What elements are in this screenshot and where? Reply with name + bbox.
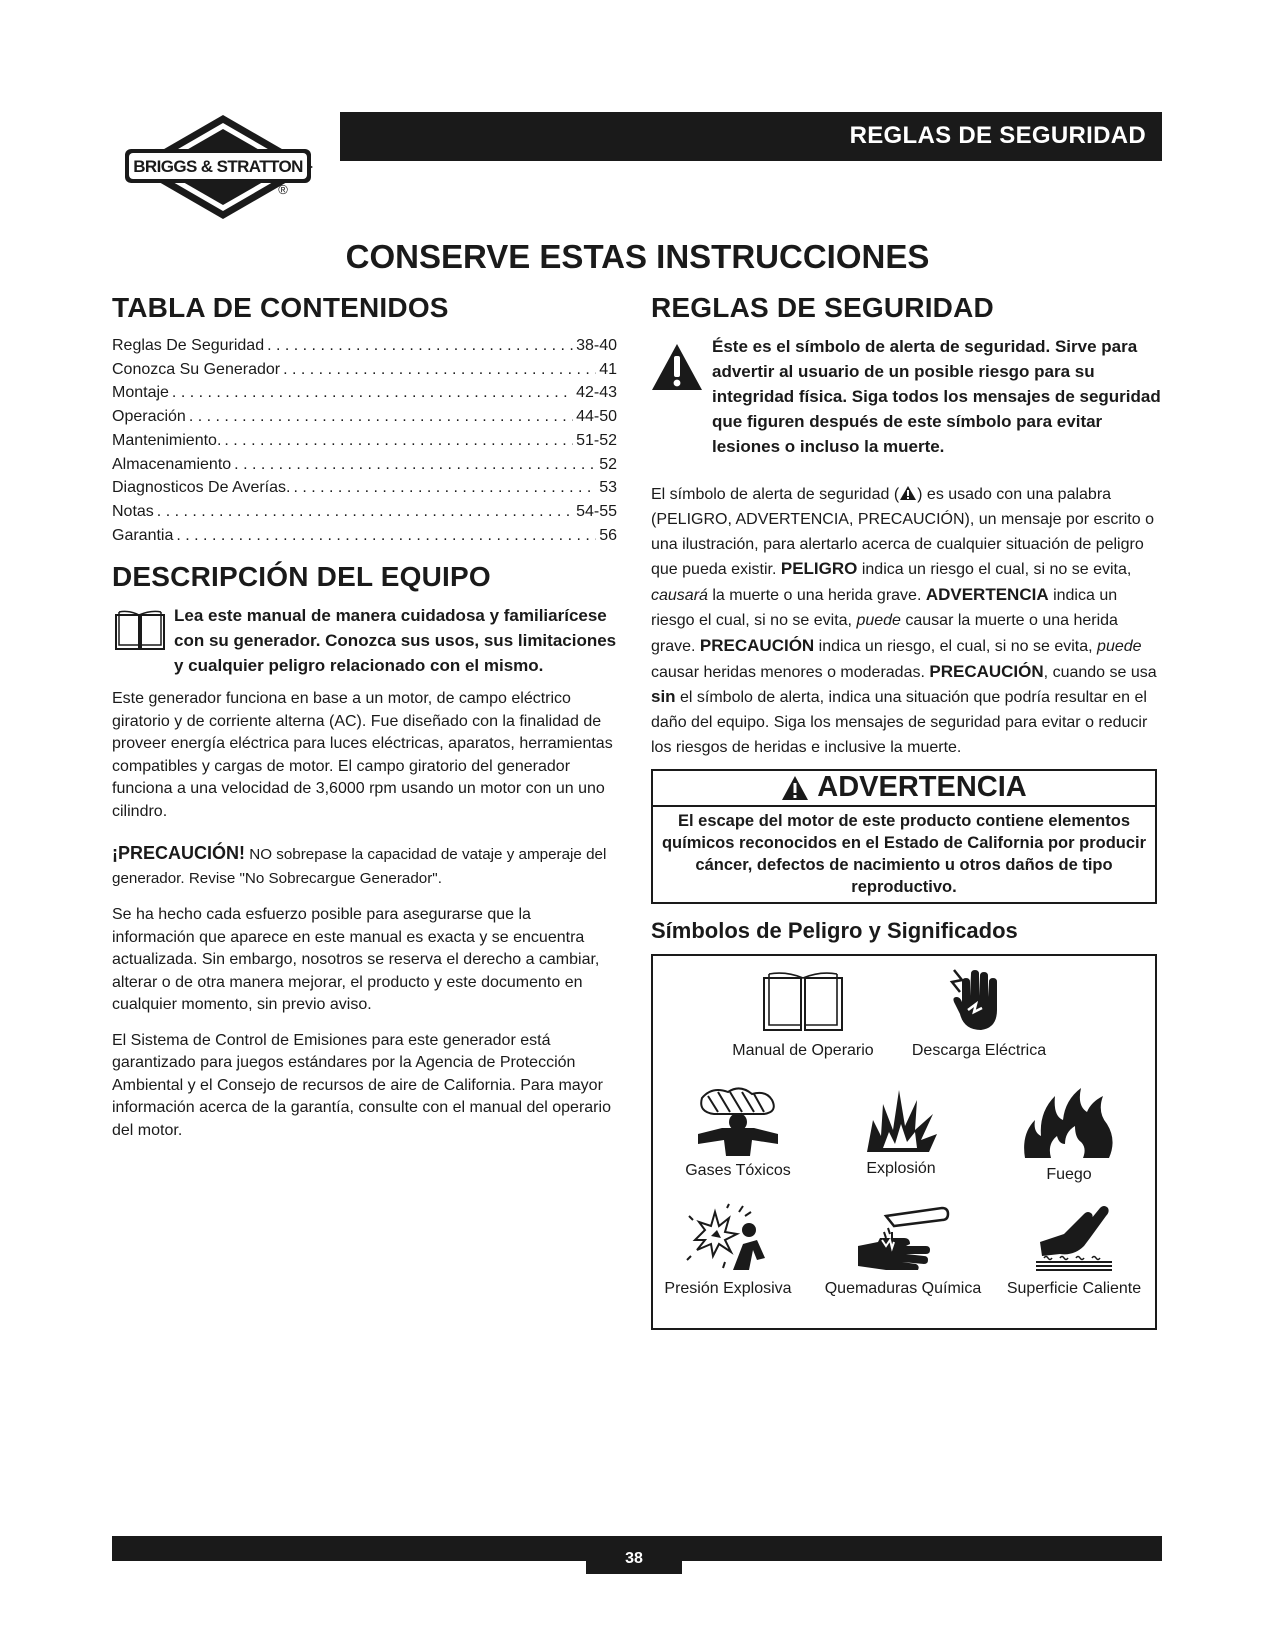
safety-alert-note <box>651 334 1163 459</box>
right-column <box>651 292 1163 1330</box>
toc-item-page: 54-55 <box>576 502 617 520</box>
toc-title: TABLA DE CONTENIDOS <box>112 292 449 323</box>
symbol-label: Gases Tóxicos <box>685 1161 791 1179</box>
symbol-item <box>899 966 1059 1060</box>
header-title: REGLAS DE SEGURIDAD <box>849 122 1146 149</box>
manual-note-text: Lea este manual de manera cuidadosa y familiarícese con su generador. Conozca sus usos, sus limitaciones y cualquier peligro relacionado con el mismo. <box>174 606 617 676</box>
emissions-paragraph: El Sistema de Control de Emisiones para este generador está garantizado para juegos estándares por la Agencia de Protección Ambiental y el Consejo de recursos de aire de California. Para mayor información acerca de la garantía, consulte con el manual del operario del motor. <box>112 1031 611 1139</box>
symbol-item <box>989 1200 1159 1298</box>
toc-item[interactable] <box>112 476 617 500</box>
warning-header <box>653 771 1155 807</box>
safety-title: REGLAS DE SEGURIDAD <box>651 292 994 323</box>
page-title: CONSERVE ESTAS INSTRUCCIONES <box>345 238 930 275</box>
toc-item[interactable] <box>112 358 617 382</box>
toc-item[interactable] <box>112 405 617 429</box>
warning-text: El escape del motor de este producto contiene elementos químicos reconocidos en el Estado de California por producir cáncer, defectos de nacimiento u otros daños de tipo reproductivo. <box>661 811 1147 896</box>
toc-item-label: Montaje <box>112 384 169 402</box>
caution-label: ¡PRECAUCIÓN! <box>112 843 245 864</box>
toc-item-page: 44-50 <box>576 408 617 426</box>
explosive-pressure-icon <box>685 1200 771 1274</box>
book-icon <box>112 607 168 655</box>
safety-alert-text: Éste es el símbolo de alerta de seguridad. Sirve para advertir al usuario de un posible riesgo para su integridad física. Siga todos los mensajes de seguridad que figuren después de este símbolo para evitar lesiones o incluso la muerte. <box>712 337 1161 456</box>
toc-item[interactable] <box>112 429 617 453</box>
explosion-icon <box>863 1084 939 1154</box>
manual-note <box>112 603 617 678</box>
briggs-stratton-logo <box>123 112 323 224</box>
warning-triangle-icon <box>781 775 809 801</box>
precaucion-word: PRECAUCIÓN <box>929 661 1044 681</box>
symbol-item <box>663 1084 813 1180</box>
advertencia-word: ADVERTENCIA <box>925 585 1049 605</box>
warning-title: ADVERTENCIA <box>817 771 1027 804</box>
toc-item[interactable] <box>112 500 617 524</box>
toc-item-page: 42-43 <box>576 384 617 402</box>
symbols-title: Símbolos de Peligro y Significados <box>651 917 1018 943</box>
safety-explanation: El símbolo de alerta de seguridad ( ) es usado con una palabra (PELIGRO, ADVERTENCIA, PRECAUCIÓN), un mensaje por escrito o una ilustración, para alertarlo acerca de cualquier situación de peligro que pueda existir. PELIGRO indica un riesgo el cual, si no se evita, causará la muerte o una herida grave. ADVERTENCIA indica un riesgo el cual, si no se evita, puede causar la muerte o una herida grave. PRECAUCIÓN indica un riesgo, el cual, si no se evita, puede causar heridas menores o moderadas. PRECAUCIÓN, cuando se usa sin el símbolo de alerta, indica una situación que podría resultar en el daño del equipo. Siga los mensajes de seguridad para evitar o reducir los riesgos de heridas e inclusive la muerte. <box>651 486 1157 756</box>
toc-item-label: Operación <box>112 408 186 426</box>
symbol-item <box>723 970 883 1060</box>
symbol-label: Descarga Eléctrica <box>911 1041 1047 1059</box>
electric-shock-icon <box>944 966 1014 1036</box>
equipment-description: Este generador funciona en base a un motor, de campo eléctrico giratorio y de corriente alterna (AC). Fue diseñado con la finalidad de proveer energía eléctrica para luces eléctricas, aparatos, herramientas compatibles y cargas de motor. El campo giratorio del generador funciona a una velocidad de 3,6000 rpm usando un motor con un uno cilindro. <box>112 690 613 820</box>
symbol-item <box>989 1084 1149 1184</box>
toxic-gas-icon <box>692 1084 784 1156</box>
toc-item-label: Notas <box>112 502 154 520</box>
hot-surface-icon <box>1034 1200 1114 1274</box>
toc-item-page: 38-40 <box>576 337 617 354</box>
symbol-item <box>653 1200 803 1298</box>
logo-brand-text: BRIGGS & STRATTON <box>133 157 303 176</box>
logo-registered-mark: ® <box>278 182 288 197</box>
symbol-item <box>813 1200 993 1298</box>
symbol-label: Manual de Operario <box>732 1041 874 1059</box>
equipment-title: DESCRIPCIÓN DEL EQUIPO <box>112 561 491 593</box>
book-icon <box>758 970 848 1036</box>
disclaimer-paragraph: Se ha hecho cada esfuerzo posible para asegurarse que la información que aparece en este manual es exacta y se encuentra actualizada. Sin embargo, nosotros se reserva el derecho a cambiar, alterar o de otra manera mejorar, el producto y este documento en cualquier momento, sin previo aviso. <box>112 906 600 1014</box>
fire-icon <box>1021 1084 1117 1160</box>
symbol-label: Presión Explosiva <box>664 1279 792 1297</box>
safety-alert-inline-icon <box>899 485 917 501</box>
safety-alert-icon <box>651 342 703 392</box>
toc-item-label: Almacenamiento <box>112 455 232 473</box>
toc-item-page: 52 <box>599 455 617 473</box>
toc-item-label: Reglas De Seguridad <box>112 337 265 354</box>
warning-box <box>651 769 1157 904</box>
header-bar <box>340 112 1162 161</box>
symbol-label: Superficie Caliente <box>1006 1279 1142 1297</box>
symbol-label: Fuego <box>1046 1165 1092 1183</box>
toc-item-page: 56 <box>599 526 617 544</box>
page-number: 38 <box>586 1536 682 1574</box>
peligro-word: PELIGRO <box>780 559 858 579</box>
symbol-label: Explosión <box>866 1159 936 1177</box>
left-column <box>112 292 617 1155</box>
toc-item[interactable] <box>112 524 617 548</box>
symbol-label: Quemaduras Química <box>824 1279 982 1297</box>
caution-notice <box>112 841 617 891</box>
chemical-burn-icon <box>856 1200 950 1274</box>
toc-item-label: Conozca Su Generador <box>112 360 281 378</box>
toc-item[interactable] <box>112 453 617 477</box>
table-of-contents <box>112 334 617 547</box>
toc-item-page: 41 <box>599 360 617 378</box>
toc-item-label: Mantenimiento. <box>112 431 222 449</box>
precaucion-word: PRECAUCIÓN <box>699 635 815 655</box>
caution-text: NO sobrepase la capacidad de vataje y amperaje del generador. Revise "No Sobrecargue Generador". <box>112 846 607 888</box>
toc-item[interactable] <box>112 334 617 358</box>
toc-item-label: Garantia <box>112 526 174 544</box>
toc-item-page: 51-52 <box>576 431 617 449</box>
symbol-item <box>826 1084 976 1178</box>
toc-item[interactable] <box>112 381 617 405</box>
hazard-symbols-panel <box>651 954 1157 1330</box>
toc-item-label: Diagnosticos De Averías. <box>112 479 291 497</box>
toc-item-page: 53 <box>599 479 617 497</box>
